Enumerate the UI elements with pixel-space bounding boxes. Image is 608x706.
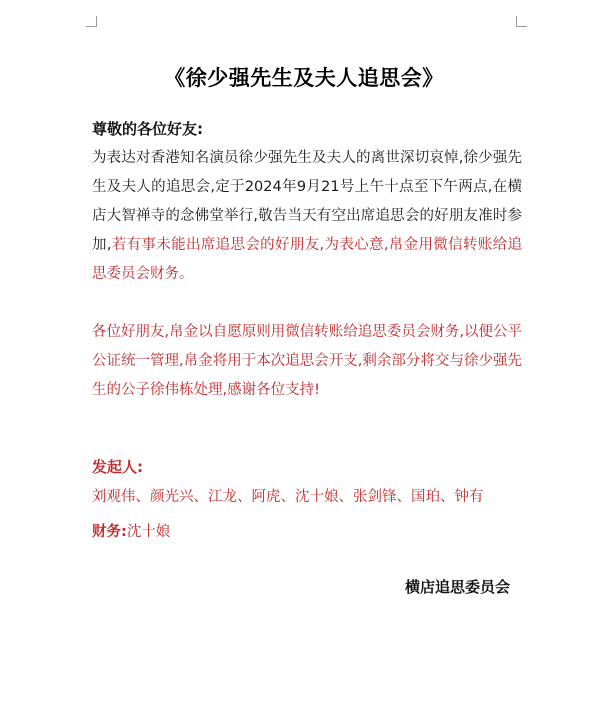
paragraph-condolence-money: 各位好朋友,帛金以自愿原则用微信转账给追思委员会财务,以便公平公证统一管理,帛金将用于本次追思会开支,剩余部分将交与徐少强先生的公子徐伟栋处理,感谢各位支持! (92, 324, 522, 398)
announcement-text: 为表达对香港知名演员徐少强先生及夫人的离世深切哀悼,徐少强先生及夫人的追思会,定于2024年9月21号上午十点至下午两点,在横店大智禅寺的念佛堂举行,敬告当天有空出席追思会的好朋友准时参加, (92, 150, 522, 253)
initiators-names: 刘观伟、颜光兴、江龙、阿虎、沈十娘、张剑锋、国珀、钟有 (92, 489, 484, 505)
crop-mark-top-right (516, 16, 527, 27)
crop-mark-top-left (86, 16, 97, 27)
greeting: 尊敬的各位好友: (92, 120, 203, 138)
signature: 横店追思委员会 (404, 578, 510, 596)
finance-label: 财务: (92, 524, 127, 540)
finance-row (92, 520, 170, 541)
paragraph-announcement (92, 144, 522, 289)
announcement-highlight: 若有事未能出席追思会的好朋友,为表心意,帛金用微信转账给追思委员会财务。 (92, 237, 523, 282)
finance-name: 沈十娘 (126, 524, 171, 540)
initiators-label: 发起人: (92, 458, 143, 476)
document-title: 《徐少强先生及夫人追思会》 (164, 66, 444, 90)
